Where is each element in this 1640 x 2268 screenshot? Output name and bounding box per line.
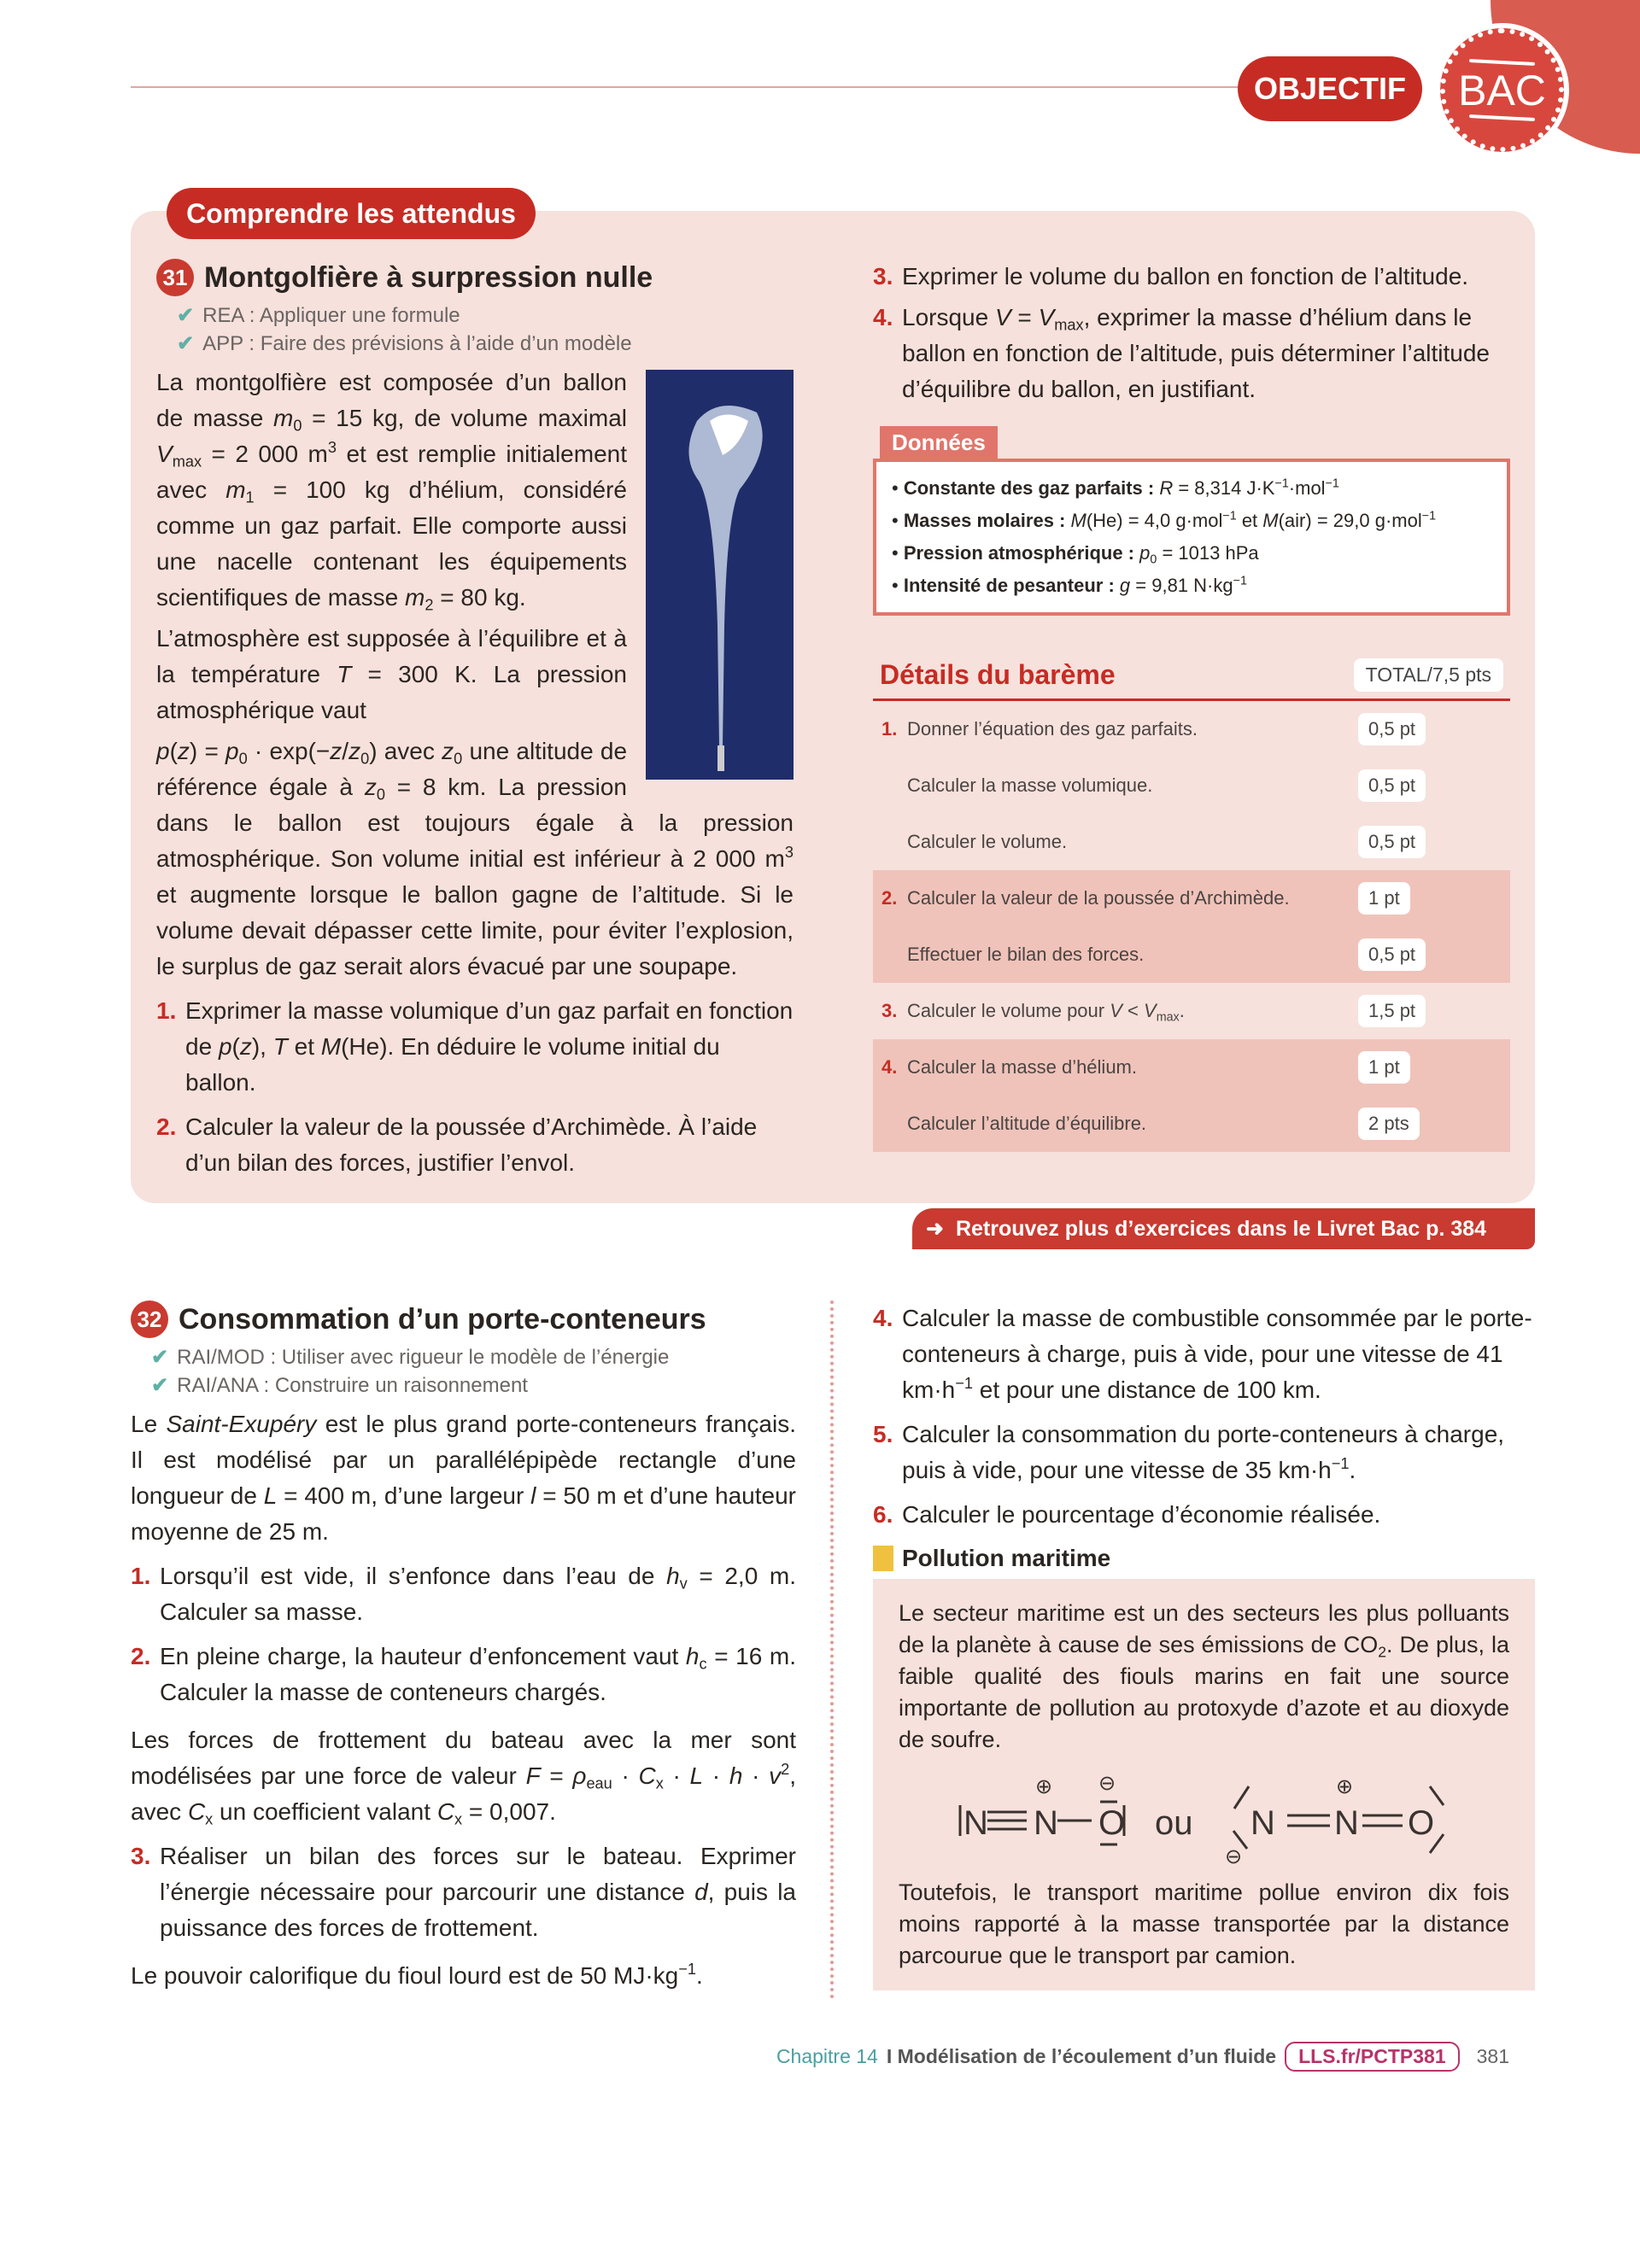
- ex32-fuel: Le pouvoir calorifique du fioul lourd est de 50 $MJ\cdot kg^{-1}$.: [131, 1961, 703, 1989]
- arrow-icon: ➜: [926, 1217, 944, 1241]
- skill-item: ✔ APP : Faire des prévisions à l’aide d’un modèle: [177, 332, 632, 355]
- ex31-pressure: $p(z) = p_0 \cdot \exp(-z/z_0)$ avec $z_0$ une altitude de référence égale à $z_0 = 8$ km. La pression dans le ballon est toujours égale à la pression atmosphérique. Son volume initial est inférieur à 2 000 $m^3$ et augmente lorsque le ballon gagne de l’altitude. Si le volume devait dépasser cette limite, pour éviter l’explosion, le surplus de gaz serait alors évacué par une soupape.: [156, 738, 794, 979]
- balloon-photo: [646, 370, 794, 780]
- bareme-row: [873, 983, 1510, 1039]
- skill-item: ✔ REA : Appliquer une formule: [177, 304, 460, 327]
- exercise-31-header: [156, 259, 794, 296]
- livret-bac-link[interactable]: ➜ Retrouvez plus d’exercices dans le Livret Bac p. 384: [912, 1208, 1535, 1249]
- check-icon: ✔: [177, 332, 195, 355]
- column-divider: [830, 1301, 834, 1999]
- page-number: 381: [1476, 2045, 1509, 2067]
- question-6: 6. Calculer le pourcentage d’économie réalisée.: [873, 1501, 1381, 1528]
- data-item: • Intensité de pesanteur : g = 9,81 $N\cdot kg^{-1}$: [892, 574, 1247, 596]
- bac-seal-logo: BAC: [1440, 28, 1564, 152]
- question-4: 4. Calculer la masse de combustible consommée par le porte-conteneurs à charge, puis à vide, pour une vitesse de 41 $km\cdot h^{-1}$ et pour une distance de 100 km.: [873, 1305, 1532, 1403]
- svg-text:⊕: ⊕: [1336, 1775, 1354, 1798]
- row-number: 2.: [882, 887, 898, 909]
- exercise-number: 32: [131, 1301, 168, 1338]
- objectif-badge: OBJECTIF: [1238, 56, 1422, 121]
- exercise-32: [131, 1301, 1535, 1999]
- exercise-31-right-column: [873, 259, 1510, 1181]
- chapter-label: Chapitre 14: [776, 2045, 878, 2067]
- question-1: 1. Lorsqu’il est vide, il s’enfonce dans l’eau de $h_v = 2,0$ m. Calculer sa masse.: [131, 1563, 796, 1625]
- donnees-box: [873, 459, 1510, 616]
- check-icon: ✔: [151, 1374, 169, 1397]
- page-footer: [131, 2042, 1535, 2072]
- bareme-row: [873, 1039, 1510, 1096]
- exercise-32-header: [131, 1301, 796, 1338]
- row-points: 0,5 pt: [1358, 826, 1426, 858]
- bareme-row: [873, 757, 1510, 814]
- exercise-32-right-column: [873, 1301, 1535, 1999]
- question-1: 1. Exprimer la masse volumique d’un gaz parfait en fonction de p(z), T et M(He). En déduire le volume initial du ballon.: [156, 997, 794, 1096]
- bareme-row: [873, 1096, 1510, 1152]
- header-rule: [131, 86, 1241, 88]
- svg-text:⊖: ⊖: [1225, 1845, 1243, 1868]
- svg-text:⊕: ⊕: [1035, 1775, 1053, 1798]
- skill-item: ✔ RAI/ANA : Construire un raisonnement: [151, 1374, 528, 1397]
- bareme-row: [873, 926, 1510, 983]
- svg-text:N: N: [964, 1804, 988, 1842]
- data-item: • Constante des gaz parfaits : R = 8,314 $J\cdot K^{-1}\cdot mol^{-1}$: [892, 476, 1339, 499]
- question-3: 3. Exprimer le volume du ballon en fonction de l’altitude.: [873, 263, 1469, 289]
- donnees-label: Données: [880, 426, 998, 459]
- row-points: 0,5 pt: [1358, 938, 1426, 971]
- row-number: 1.: [882, 718, 898, 739]
- question-2: 2. Calculer la valeur de la poussée d’Archimède. À l’aide d’un bilan des forces, justifier l’envol.: [156, 1114, 758, 1176]
- row-task: Calculer la masse d’hélium.: [907, 1056, 1137, 1078]
- check-icon: ✔: [151, 1346, 169, 1369]
- svg-text:O: O: [1098, 1804, 1126, 1842]
- section-label: Comprendre les attendus: [167, 188, 536, 239]
- ex31-intro: La montgolfière est composée d’un ballon de masse $m_0 = 15$ kg, de volume maximal $V_{max} = 2$ 000 $m^3$ et est remplie initialement avec $m_1 = 100$ kg d’hélium, considéré comme un gaz parfait. Elle comporte aussi une nacelle contenant les équipements scientifiques de masse $m_2 = 80$ kg.: [156, 369, 628, 614]
- skill-item: ✔ RAI/MOD : Utiliser avec rigueur le modèle de l’énergie: [151, 1346, 670, 1369]
- heading-marker: [873, 1546, 893, 1571]
- question-5: 5. Calculer la consommation du porte-conteneurs à charge, puis à vide, pour une vitesse de 35 $km\cdot h^{-1}$.: [873, 1421, 1505, 1483]
- pollution-box: [873, 1579, 1535, 1990]
- data-item: • Pression atmosphérique : $p_0 = 1013$ hPa: [892, 542, 1259, 567]
- row-number: 4.: [882, 1056, 898, 1078]
- lls-link[interactable]: LLS.fr/PCTP381: [1285, 2042, 1460, 2072]
- exercise-number: 31: [156, 259, 194, 296]
- bareme-row: [873, 870, 1510, 926]
- row-points: 1 pt: [1358, 882, 1410, 915]
- row-task: Calculer l’altitude d’équilibre.: [907, 1113, 1147, 1134]
- exercise-title: Consommation d’un porte-conteneurs: [179, 1302, 706, 1336]
- row-task: Calculer le volume pour $V < V_{max}$.: [907, 1000, 1185, 1025]
- row-task: Calculer la valeur de la poussée d’Archimède.: [907, 887, 1290, 909]
- question-3: 3. Réaliser un bilan des forces sur le bateau. Exprimer l’énergie nécessaire pour parcourir une distance d, puis la puissance des forces de frottement.: [131, 1843, 796, 1941]
- pollution-conclusion: Toutefois, le transport maritime pollue environ dix fois moins rapporté à la masse transportée par la distance parcourue que le transport par camion.: [899, 1879, 1509, 1968]
- row-points: 1 pt: [1358, 1051, 1410, 1084]
- bareme-table: [873, 701, 1510, 1152]
- check-icon: ✔: [177, 304, 195, 327]
- row-points: 0,5 pt: [1358, 713, 1426, 745]
- row-task: Effectuer le bilan des forces.: [907, 944, 1145, 965]
- exercise-31-left-column: [156, 259, 794, 1181]
- n2o-lewis-structures: [899, 1761, 1509, 1872]
- bareme-title: Détails du barème: [880, 659, 1116, 690]
- row-task: Calculer le volume.: [907, 831, 1068, 852]
- question-4: 4. Lorsque $V = V_{max}$, exprimer la masse d’hélium dans le ballon en fonction de l’altitude, puis déterminer l’altitude d’équilibre du ballon, en justifiant.: [873, 304, 1490, 402]
- row-points: 0,5 pt: [1358, 769, 1426, 802]
- or-label: ou: [1155, 1804, 1193, 1842]
- row-task: Calculer la masse volumique.: [907, 775, 1153, 796]
- bareme-row: [873, 814, 1510, 870]
- svg-text:⊖: ⊖: [1098, 1772, 1116, 1795]
- svg-text:N: N: [1334, 1804, 1359, 1842]
- row-points: 2 pts: [1358, 1108, 1420, 1140]
- exercise-31-box: [131, 211, 1535, 1203]
- ex31-atmosphere: L’atmosphère est supposée à l’équilibre et à la température T = 300 K. La pression atmosphérique vaut: [156, 625, 627, 723]
- svg-text:N: N: [1034, 1804, 1058, 1842]
- ex32-friction: Les forces de frottement du bateau avec la mer sont modélisées par une force de valeur $F = \rho_{eau} \cdot C_x \cdot L \cdot h \cdot v^2$, avec $C_x$ un coefficient valant $C_x = 0,007$.: [131, 1727, 796, 1828]
- exercise-32-left-column: [131, 1301, 796, 1999]
- svg-text:N: N: [1250, 1804, 1275, 1842]
- ex32-intro: Le Saint-Exupéry est le plus grand porte-conteneurs français. Il est modélisé par un parallélépipède rectangle d’une longueur de L = 400 m, d’une largeur l = 50 m et d’une hauteur moyenne de 25 m.: [131, 1411, 796, 1545]
- exercise-title: Montgolfière à surpression nulle: [204, 260, 653, 294]
- pollution-heading: Pollution maritime: [873, 1545, 1535, 1572]
- chapter-title: I Modélisation de l’écoulement d’un fluide: [886, 2045, 1277, 2067]
- question-2: 2. En pleine charge, la hauteur d’enfoncement vaut $h_c = 16$ m. Calculer la masse de conteneurs chargés.: [131, 1643, 796, 1705]
- pollution-text: Le secteur maritime est un des secteurs les plus polluants de la planète à cause de ses émissions de $CO_2$. De plus, la faible qualité des fiouls marins en fait une source importante de pollution au protoxyde d’azote et au dioxyde de soufre.: [899, 1600, 1509, 1752]
- row-number: 3.: [882, 1000, 898, 1021]
- bareme-total: TOTAL/7,5 pts: [1354, 658, 1503, 692]
- row-task: Donner l’équation des gaz parfaits.: [907, 718, 1198, 739]
- svg-text:O: O: [1408, 1804, 1435, 1842]
- bareme-row: [873, 701, 1510, 757]
- bareme-header: [873, 658, 1510, 701]
- data-item: • Masses molaires : M(He) = 4,0 g·mol$^{-1}$ et M(air) = 29,0 g·mol$^{-1}$: [892, 509, 1437, 531]
- row-points: 1,5 pt: [1358, 995, 1426, 1027]
